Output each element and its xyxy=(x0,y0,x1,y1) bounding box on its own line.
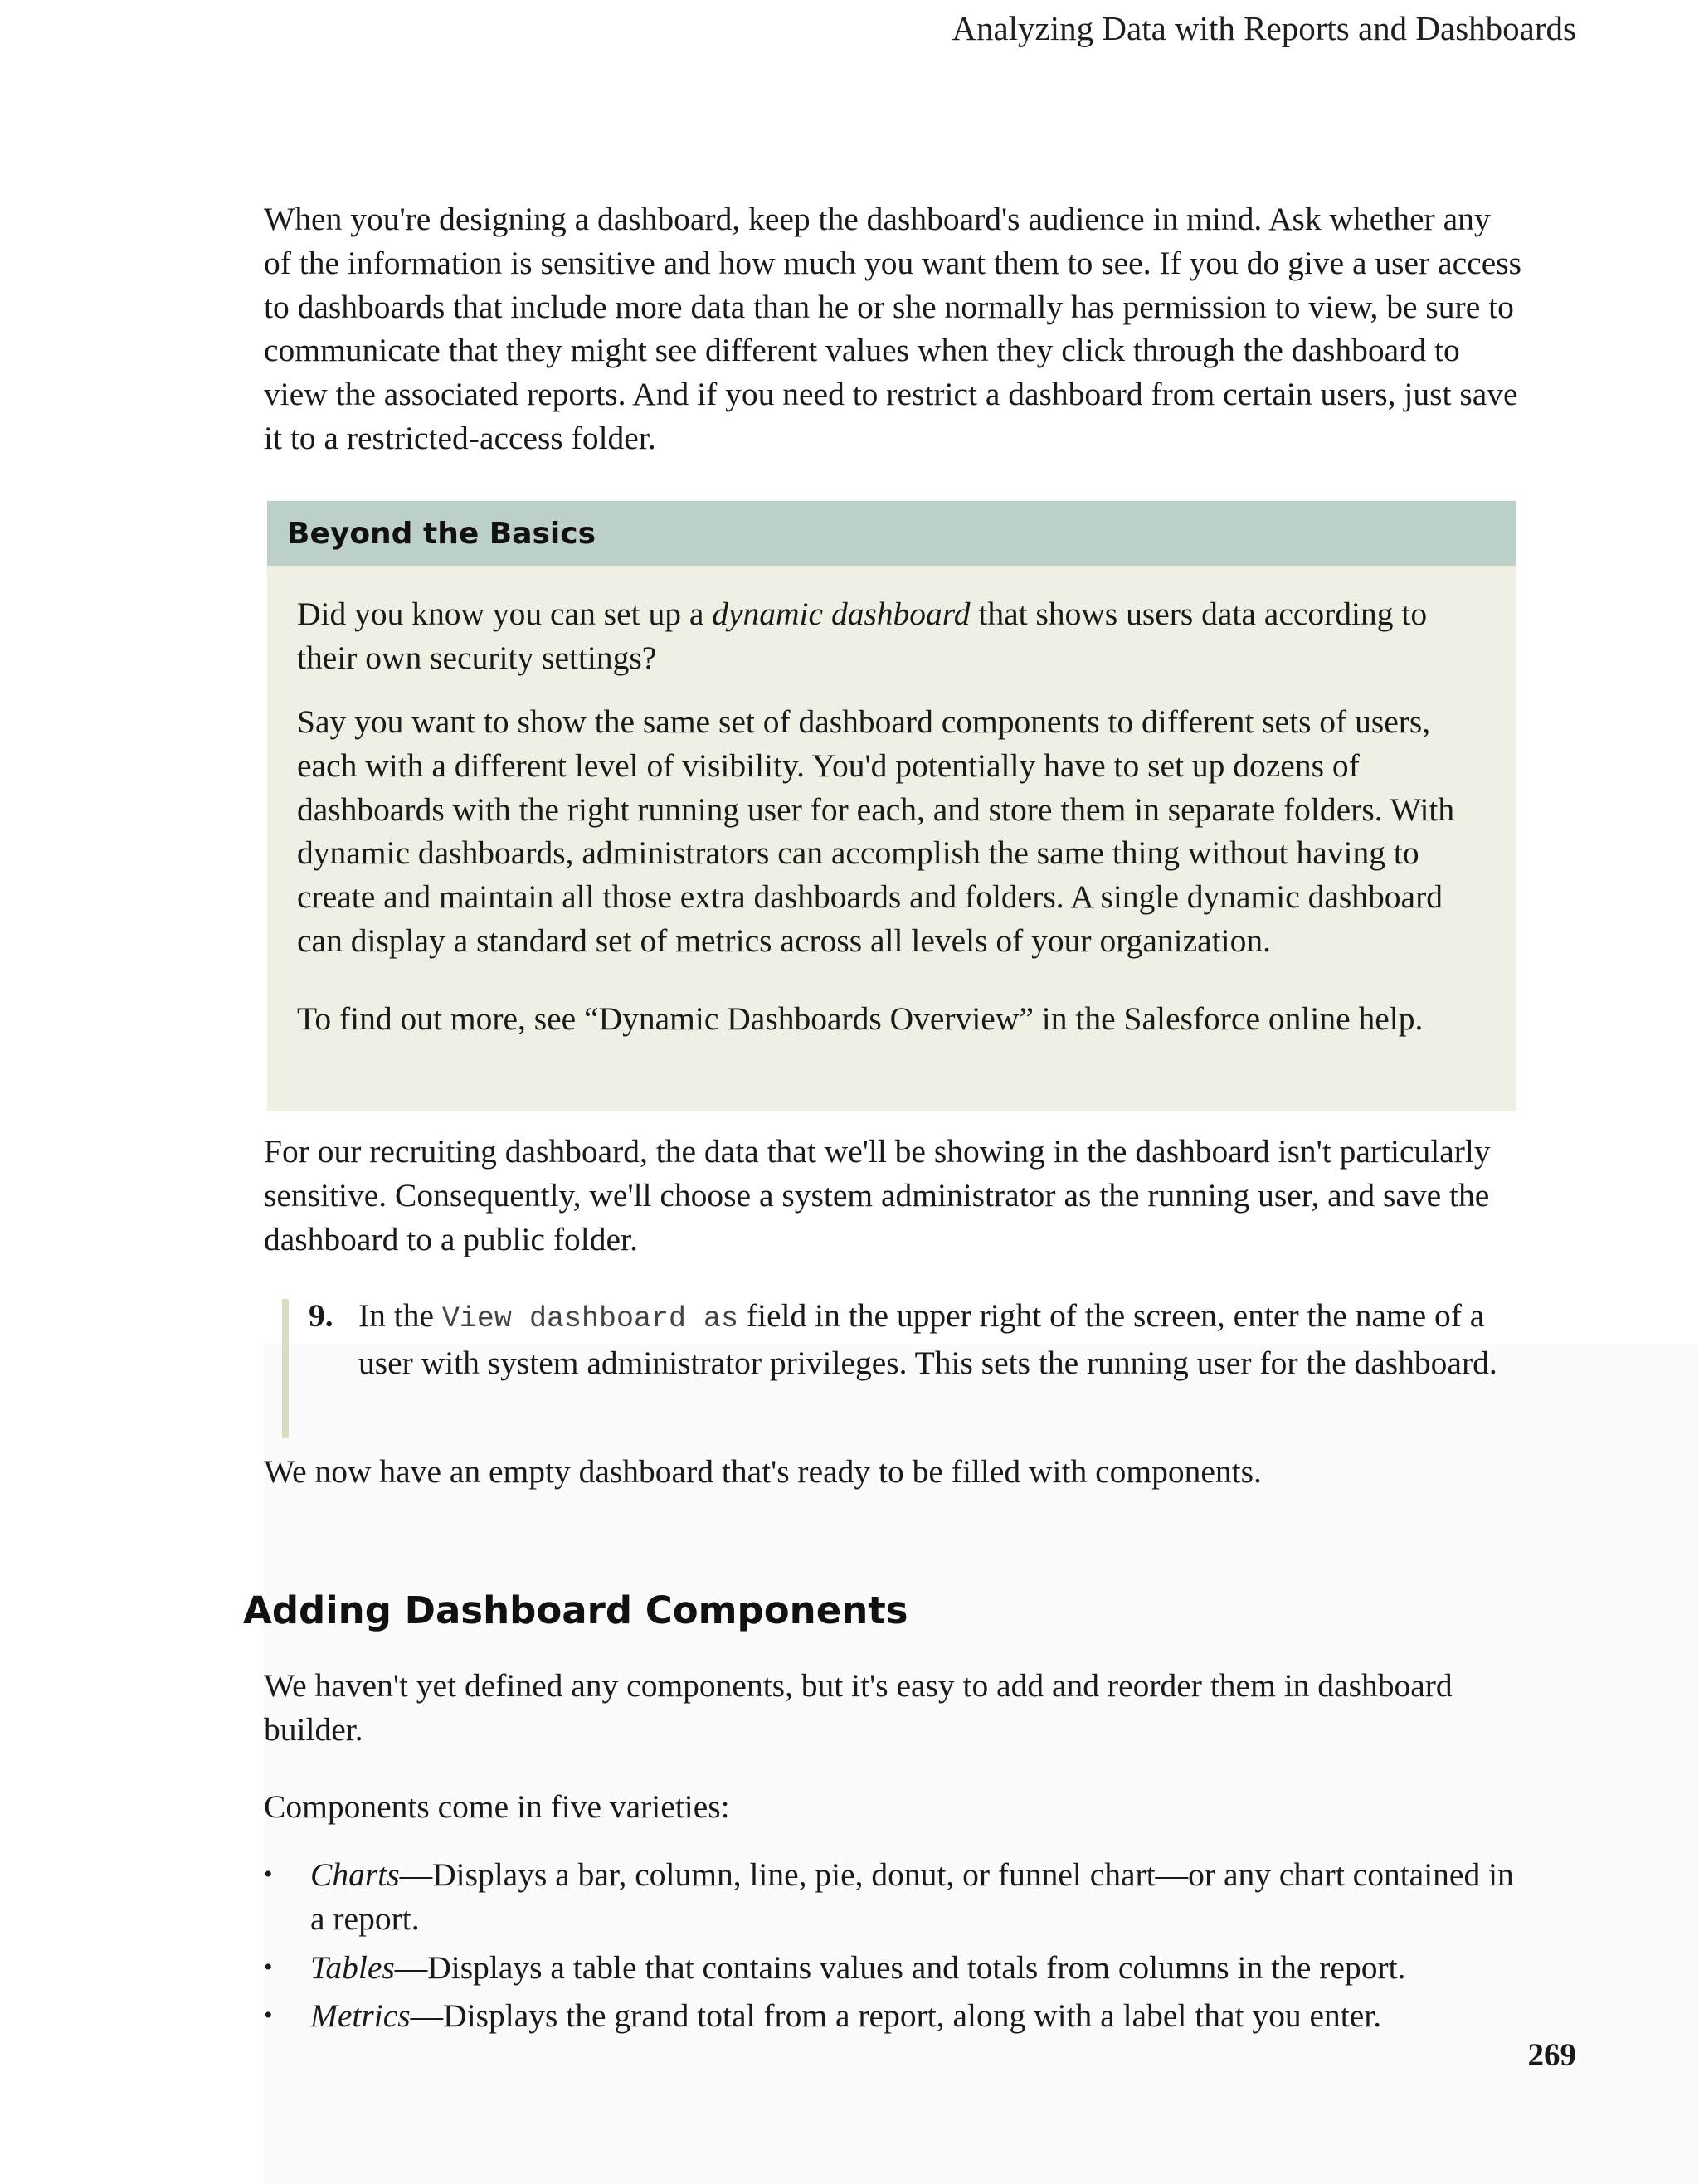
list-term: Charts xyxy=(310,1856,400,1893)
callout-text: that shows users data according to their own security settings? xyxy=(297,596,1428,676)
callout-text: Did you know you can set up a xyxy=(297,596,713,632)
callout-paragraph-dynamic-dashboard xyxy=(297,592,1492,680)
list-text: —Displays the grand total from a report, along with a label that you enter. xyxy=(410,1997,1382,2035)
step-text-part: field in the upper right of the screen, enter the name of a user with system administrator privileges. This sets the running user for the dashboard. xyxy=(358,1297,1497,1381)
running-head: Analyzing Data with Reports and Dashboards xyxy=(952,9,1576,47)
section-heading: Adding Dashboard Components xyxy=(243,1588,908,1632)
list-term: Metrics xyxy=(310,1997,411,2035)
paragraph-components-intro: We haven't yet defined any components, but it's easy to add and reorder them in dashboard builder. xyxy=(264,1667,1453,1748)
paragraph-recruiting: For our recruiting dashboard, the data that we'll be showing in the dashboard isn't particularly sensitive. Consequently, we'll choose a system administrator as the running user, and save the dashboard to a public folder. xyxy=(264,1133,1491,1257)
list-item xyxy=(264,1946,1525,1990)
step-text-part: In the xyxy=(358,1297,442,1334)
callout-paragraph-more-info: To find out more, see “Dynamic Dashboards Overview” in the Salesforce online help. xyxy=(297,1000,1424,1037)
callout-title: Beyond the Basics xyxy=(267,501,1516,566)
list-item xyxy=(264,1853,1525,1941)
list-item xyxy=(264,1994,1525,2038)
list-text: —Displays a bar, column, line, pie, donut, or funnel chart—or any chart contained in a report. xyxy=(310,1856,1514,1937)
step-bar xyxy=(282,1299,289,1438)
page-number: 269 xyxy=(1527,2037,1576,2073)
list-term: Tables xyxy=(310,1948,395,1986)
beyond-the-basics-callout xyxy=(267,501,1516,1111)
paragraph-empty-dashboard: We now have an empty dashboard that's ready to be filled with components. xyxy=(264,1453,1262,1490)
step-number: 9. xyxy=(309,1297,333,1334)
paragraph-varieties: Components come in five varieties: xyxy=(264,1788,730,1825)
step-text xyxy=(358,1294,1520,1385)
paragraph-audience: When you're designing a dashboard, keep the dashboard's audience in mind. Ask whether any of the information is sensitive and how much you want them to see. If you do give a user access to dashboards that include more data than he or she normally has permission to view, be sure to communicate that they might see different values when they click through the dashboard to view the associated reports. And if you need to restrict a dashboard from certain users, just save it to a restricted-access folder. xyxy=(264,201,1521,456)
bullet-icon: • xyxy=(264,1861,273,1888)
callout-italic-term: dynamic dashboard xyxy=(712,596,971,632)
callout-paragraph-example: Say you want to show the same set of dashboard components to different sets of users, each with a different level of visibility. You'd potentially have to set up dozens of dashboards with the right running user for each, and store them in separate folders. With dynamic dashboards, administrators can accomplish the same thing without having to create and maintain all those extra dashboards and folders. A single dynamic dashboard can display a standard set of metrics across all levels of your organization. xyxy=(297,703,1455,959)
component-list xyxy=(264,1853,1525,2043)
step-9 xyxy=(282,1294,1526,1437)
bullet-icon: • xyxy=(264,1953,273,1981)
code-field-name: View dashboard as xyxy=(441,1302,738,1335)
list-text: —Displays a table that contains values and totals from columns in the report. xyxy=(394,1948,1406,1986)
bullet-icon: • xyxy=(264,2002,273,2030)
